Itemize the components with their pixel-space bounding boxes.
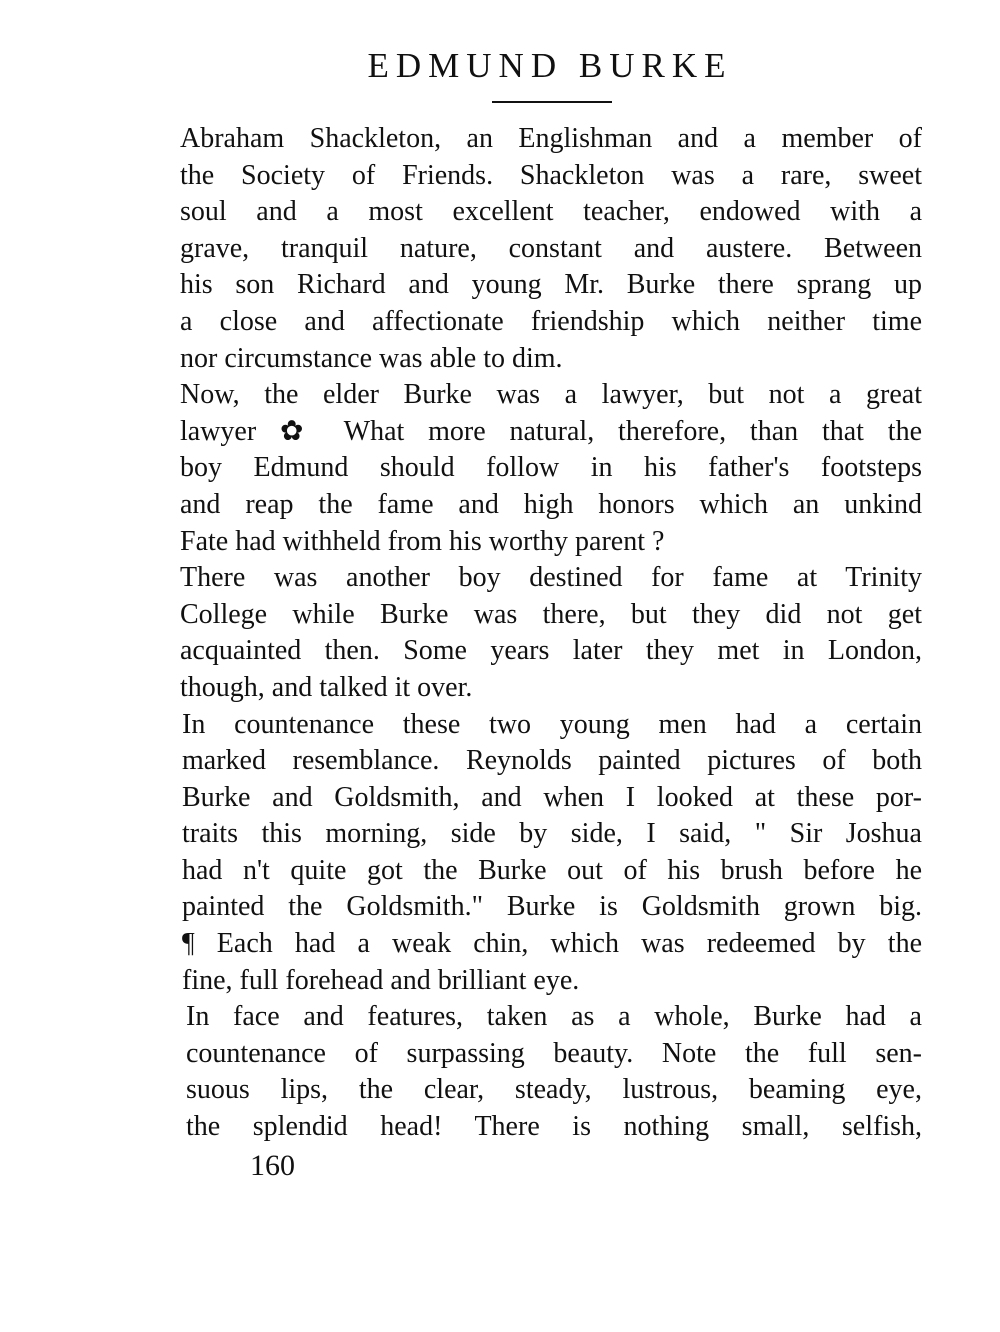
text-line: ¶ Each had a weak chin, which was redeemed by the (182, 928, 922, 960)
text-line: College while Burke was there, but they did not get (180, 598, 922, 630)
text-line: the splendid head! There is nothing small, selfish, (186, 1111, 922, 1143)
text-line: Abraham Shackleton, an Englishman and a member of (180, 123, 922, 154)
text-line: soul and a most excellent teacher, endowed with a (180, 196, 922, 228)
text-line: Fate had withheld from his worthy parent ? (180, 525, 665, 557)
text-line: marked resemblance. Reynolds painted pictures of both (182, 745, 922, 777)
text-line: boy Edmund should follow in his father's footsteps (180, 452, 922, 484)
text-line: nor circumstance was able to dim. (180, 342, 563, 374)
text-line: had n't quite got the Burke out of his brush before he (182, 854, 922, 886)
page-number: 160 (250, 1149, 295, 1182)
text-line: grave, tranquil nature, constant and austere. Between (180, 232, 922, 264)
text-line: suous lips, the clear, steady, lustrous, beaming eye, (186, 1074, 922, 1106)
text-line: fine, full forehead and brilliant eye. (182, 964, 580, 996)
text-line: a close and affectionate friendship which neither time (180, 305, 922, 337)
text-line: lawyer ✿ What more natural, therefore, than that the (180, 415, 922, 447)
text-line: In countenance these two young men had a certain (182, 708, 922, 740)
text-line: the Society of Friends. Shackleton was a rare, sweet (180, 159, 922, 191)
text-line: traits this morning, side by side, I said, " Sir Joshua (182, 818, 922, 850)
text-line: There was another boy destined for fame at Trinity (180, 562, 922, 594)
text-line: In face and features, taken as a whole, Burke had a (186, 1001, 922, 1033)
text-line: though, and talked it over. (180, 671, 473, 703)
text-line: painted the Goldsmith." Burke is Goldsmith grown big. (182, 891, 922, 923)
running-title: EDMUND BURKE (367, 46, 733, 85)
text-line: and reap the fame and high honors which an unkind (180, 488, 922, 520)
title-rule (492, 101, 612, 103)
text-line: his son Richard and young Mr. Burke there sprang up (180, 269, 922, 301)
text-line: Burke and Goldsmith, and when I looked at these por- (182, 781, 922, 813)
text-line: acquainted then. Some years later they met in London, (180, 635, 922, 667)
body-text (180, 121, 922, 1146)
text-line: Now, the elder Burke was a lawyer, but not a great (180, 379, 922, 411)
text-line: countenance of surpassing beauty. Note the full sen- (186, 1037, 922, 1069)
